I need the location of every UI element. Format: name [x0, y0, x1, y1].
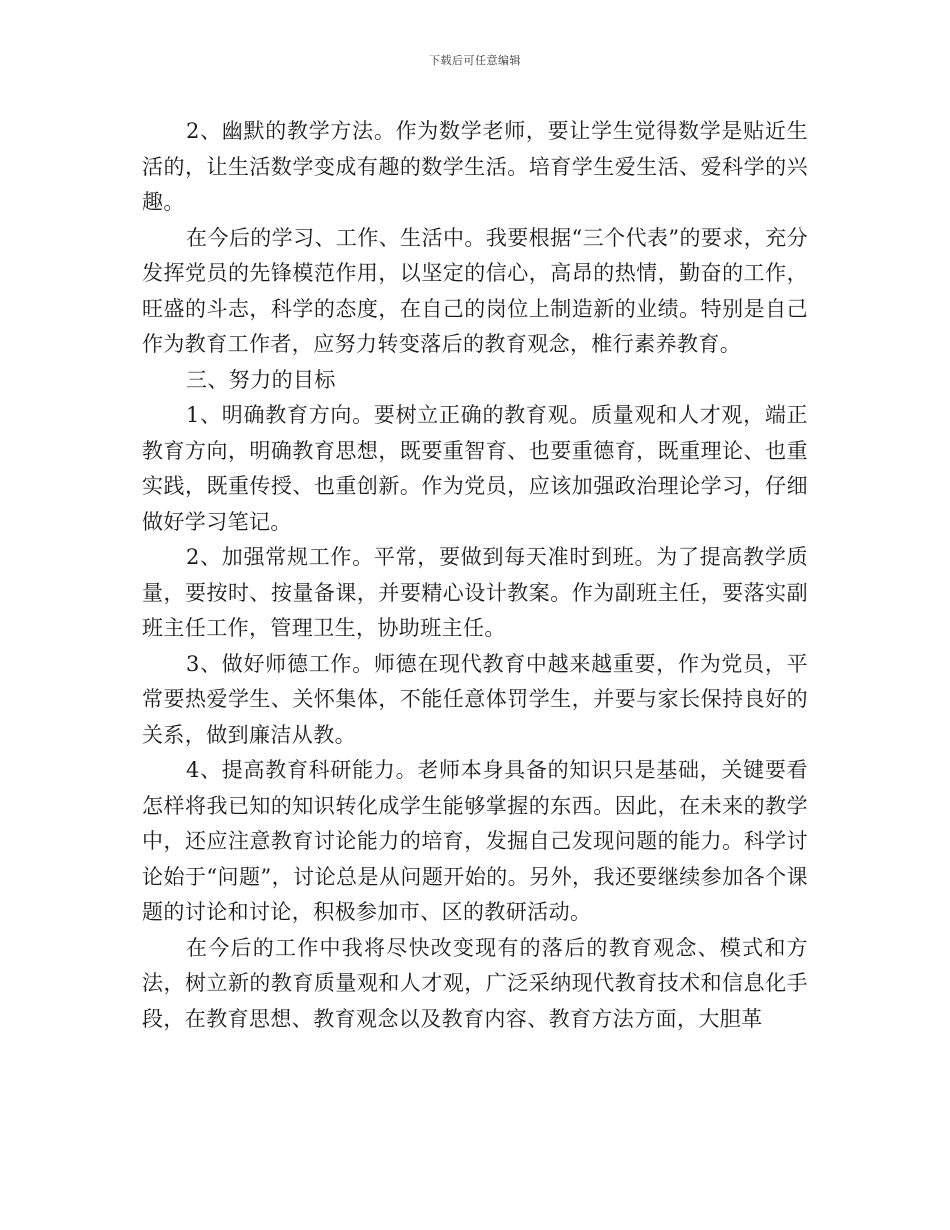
paragraph-future-work: 在今后的学习、工作、生活中。我要根据“三个代表”的要求，充分发挥党员的先锋模范作用，以坚定的信心，高昂的热情，勤奋的工作，旺盛的斗志，科学的态度，在自己的岗位上制造新的业绩。特别是自己作为教育工作者，应努力转变落后的教育观念，椎行素养教育。	[142, 225, 808, 356]
paragraph-goal-2: 2、加强常规工作。平常，要做到每天准时到班。为了提高教学质量，要按时、按量备课，并要精心设计教案。作为副班主任，要落实副班主任工作，管理卫生，协助班主任。	[142, 545, 808, 640]
paragraph-closing: 在今后的工作中我将尽快改变现有的落后的教育观念、模式和方法，树立新的教育质量观和人才观，广泛采纳现代教育技术和信息化手段，在教育思想、教育观念以及教育内容、教育方法方面，大胆革	[142, 935, 808, 1031]
document-body	[142, 114, 808, 1037]
section-heading-goals: 三、努力的目标	[186, 367, 336, 392]
paragraph-goal-1: 1、明确教育方向。要树立正确的教育观。质量观和人才观，端正教育方向，明确教育思想，既要重智育、也要重德育，既重理论、也重实践，既重传授、也重创新。作为党员，应该加强政治理论学习，仔细做好学习笔记。	[142, 403, 808, 534]
paragraph-goal-4: 4、提高教育科研能力。老师本身具备的知识只是基础，关键要看怎样将我已知的知识转化成学生能够掌握的东西。因此，在未来的教学中，还应注意教育讨论能力的培育，发掘自己发现问题的能力。科学讨论始于“问题”，讨论总是从问题开始的。另外，我还要继续参加各个课题的讨论和讨论，积极参加市、区的教研活动。	[142, 758, 808, 924]
paragraph-goal-3: 3、做好师德工作。师德在现代教育中越来越重要，作为党员，平常要热爱学生、关怀集体，不能任意体罚学生，并要与家长保持良好的关系，做到廉洁从教。	[142, 651, 808, 747]
page-header: 下载后可任意编辑	[429, 54, 521, 67]
paragraph-humorous-teaching: 2、幽默的教学方法。作为数学老师，要让学生觉得数学是贴近生活的，让生活数学变成有趣的数学生活。培育学生爱生活、爱科学的兴趣。	[142, 119, 808, 214]
